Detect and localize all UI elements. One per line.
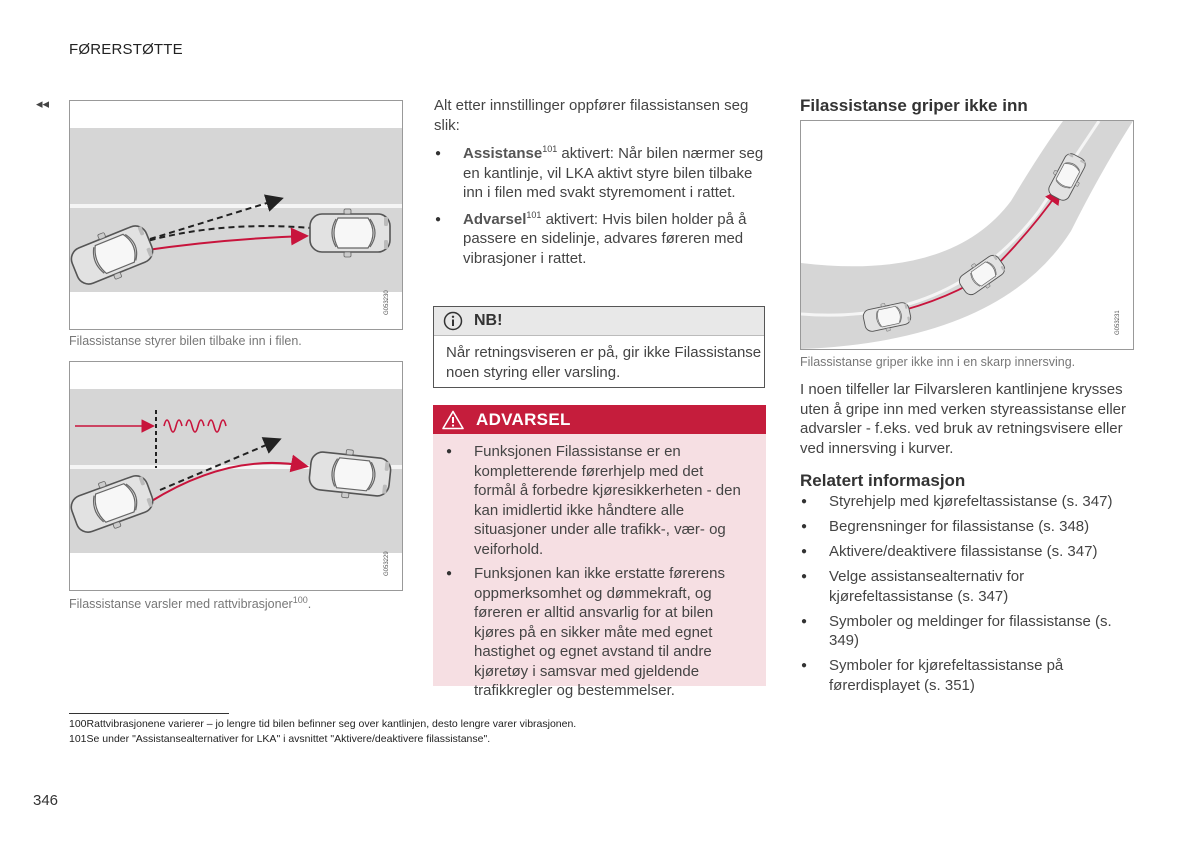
figure-code: G053229	[384, 551, 390, 576]
figure-caption: Filassistanse griper ikke inn i en skarp innersving.	[800, 355, 1076, 369]
list-item: ● Funksjonen Filassistanse er en kompletterende førerhjelp med det formål å forbedre kjøresikkerheten - den kan imidlertid ikke håndtere alle situasjoner under alle trafikk-, vær- og veiforhold.	[445, 442, 745, 559]
right-paragraph: I noen tilfeller lar Filvarsleren kantlinjene krysses uten å gripe inn med verken styreassistanse eller advarsler - f.eks. ved bruk av retningsvisere eller ved innersving i kurver.	[800, 381, 1127, 457]
related-link[interactable]: ● Velge assistansealternativ for kjørefeltassistanse (s. 347)	[800, 567, 1120, 606]
warning-title: ADVARSEL	[476, 409, 571, 429]
figure-lane-keeping-steer	[69, 100, 403, 330]
related-link[interactable]: ● Begrensninger for filassistanse (s. 348)	[800, 517, 1120, 537]
figure-code: G053231	[1115, 310, 1121, 335]
related-link[interactable]: ● Symboler for kjørefeltassistanse på førerdisplayet (s. 351)	[800, 656, 1120, 695]
back-nav-icon[interactable]: ◂◂	[36, 96, 50, 111]
intro-paragraph: Alt etter innstillinger oppfører filassistansen seg slik:	[434, 97, 749, 134]
footnote-101: 101Se under "Assistansealternativer for LKA" i avsnittet "Aktivere/deaktivere filassistanse".	[69, 733, 491, 745]
related-link[interactable]: ● Symboler og meldinger for filassistanse (s. 349)	[800, 612, 1120, 651]
footnote-100: 100Rattvibrasjonene varierer – jo lengre tid bilen befinner seg over kantlinjen, desto lengre varer vibrasjonen.	[69, 718, 577, 730]
footnote-divider	[69, 713, 229, 714]
figure-code: G053230	[384, 290, 390, 315]
warning-box	[433, 405, 766, 699]
mode-term: Assistanse	[463, 145, 543, 162]
figure-sharp-curve	[800, 120, 1134, 350]
list-item: ● Assistanse$^{101}$ aktivert: Når bilen nærmer seg en kantlinje, vil LKA aktivt styre bilen tilbake inn i filen med svakt styremoment i rattet.	[434, 144, 764, 203]
figure-caption: Filassistanse styrer bilen tilbake inn i filen.	[69, 334, 302, 348]
mode-term: Advarsel	[463, 210, 527, 228]
related-heading: Relatert informasjon	[800, 471, 966, 490]
list-item: ● Funksjonen kan ikke erstatte førerens oppmerksomhet og dømmekraft, og føreren er alltid ansvarlig for at bilen kjøres på en sikker måte med egnet hastighet og egnet avstand til andre kjøretøy i samsvar med gjeldende trafikkregler og bestemmelser.	[445, 564, 745, 701]
info-icon	[443, 311, 463, 331]
lane-line	[70, 204, 402, 208]
mode-list	[434, 144, 764, 268]
figure-lane-warning-vibration	[69, 361, 403, 591]
note-box	[433, 306, 765, 388]
related-link[interactable]: ● Aktivere/deaktivere filassistanse (s. 347)	[800, 542, 1120, 562]
section-header: FØRERSTØTTE	[69, 41, 183, 58]
list-item: ● Advarsel$^{101}$ aktivert: Hvis bilen holder på å passere en sidelinje, advares føreren med vibrasjoner i rattet.	[434, 210, 764, 269]
related-link[interactable]: ● Styrehjelp med kjørefeltassistanse (s. 347)	[800, 492, 1120, 512]
related-list	[800, 492, 1120, 701]
figure-caption: Filassistanse varsler med rattvibrasjoner$^{100}$.	[69, 594, 312, 611]
section-heading: Filassistanse griper ikke inn	[800, 96, 1028, 115]
page-number: 346	[33, 792, 59, 809]
note-title: NB!	[474, 312, 503, 329]
warning-triangle-icon	[442, 410, 464, 430]
note-text: Når retningsviseren er på, gir ikke Filassistanse noen styring eller varsling.	[446, 344, 762, 381]
car-end	[310, 209, 390, 257]
